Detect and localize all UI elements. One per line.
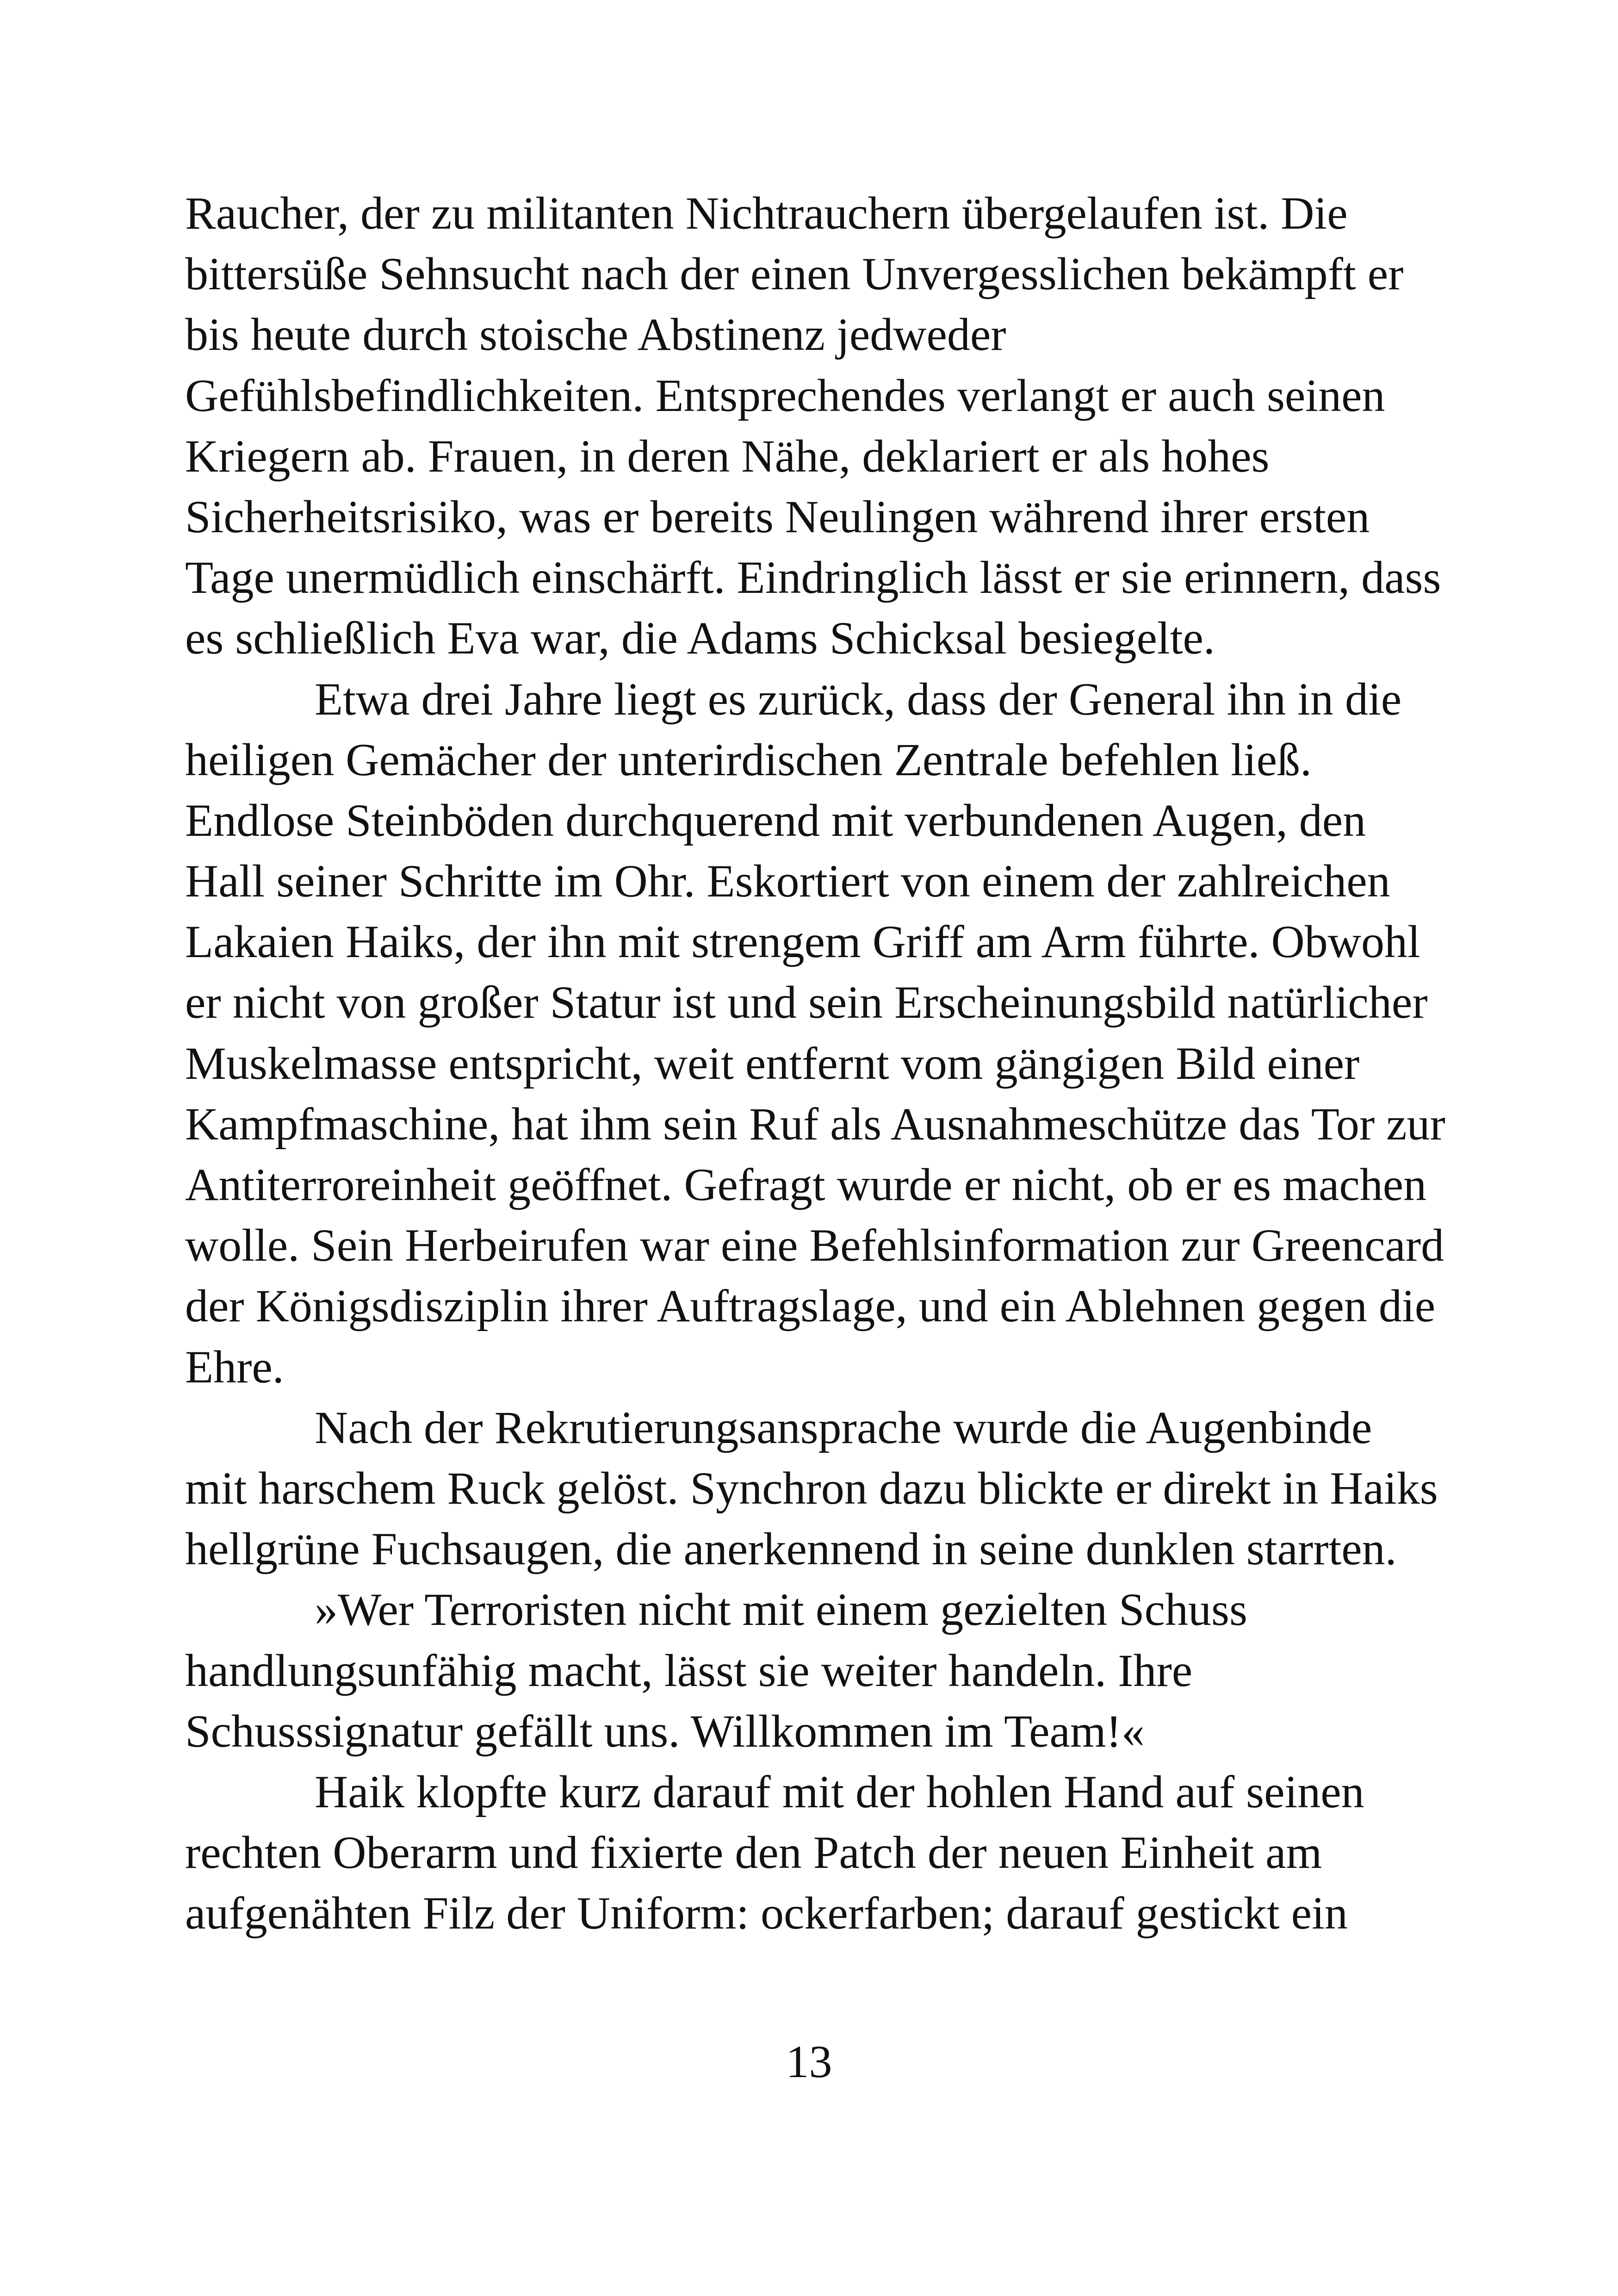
- page-number: 13: [786, 2036, 832, 2087]
- paragraph-first-line: »Wer Terroristen nicht mit einem gezielten Schuss: [315, 1584, 1247, 1636]
- text-line: Schusssignatur gefällt uns. Willkommen im Team!«: [185, 1705, 1145, 1757]
- text-line: es schließlich Eva war, die Adams Schicksal besiegelte.: [185, 612, 1215, 664]
- text-line: Kampfmaschine, hat ihm sein Ruf als Ausnahmeschütze das Tor zur: [185, 1098, 1445, 1150]
- body-text: [185, 183, 1462, 1943]
- paragraph-first-line: Haik klopfte kurz darauf mit der hohlen Hand auf seinen: [315, 1766, 1364, 1817]
- text-line: Tage unermüdlich einschärft. Eindringlich lässt er sie erinnern, dass: [185, 552, 1441, 604]
- text-line: Kriegern ab. Frauen, in deren Nähe, deklariert er als hohes: [185, 430, 1270, 482]
- text-line: Lakaien Haiks, der ihn mit strengem Griff am Arm führte. Obwohl: [185, 916, 1420, 968]
- paragraph-first-line: Etwa drei Jahre liegt es zurück, dass der General ihn in die: [315, 673, 1402, 725]
- text-line: mit harschem Ruck gelöst. Synchron dazu blickte er direkt in Haiks: [185, 1462, 1438, 1514]
- text-line: aufgenähten Filz der Uniform: ockerfarben; darauf gestickt ein: [185, 1887, 1348, 1939]
- text-line: Hall seiner Schritte im Ohr. Eskortiert von einem der zahlreichen: [185, 855, 1390, 907]
- text-line: heiligen Gemächer der unterirdischen Zentrale befehlen ließ.: [185, 734, 1312, 785]
- text-line: Raucher, der zu militanten Nichtrauchern übergelaufen ist. Die: [185, 187, 1348, 239]
- text-line: wolle. Sein Herbeirufen war eine Befehlsinformation zur Greencard: [185, 1220, 1444, 1271]
- text-line: Ehre.: [185, 1341, 284, 1393]
- text-line: rechten Oberarm und fixierte den Patch der neuen Einheit am: [185, 1827, 1322, 1879]
- text-line: der Königsdisziplin ihrer Auftragslage, und ein Ablehnen gegen die: [185, 1280, 1436, 1332]
- text-line: Antiterroreinheit geöffnet. Gefragt wurde er nicht, ob er es machen: [185, 1159, 1427, 1210]
- paragraph-first-line: Nach der Rekrutierungsansprache wurde die Augenbinde: [315, 1401, 1372, 1453]
- text-line: bis heute durch stoische Abstinenz jedweder: [185, 309, 1006, 361]
- text-line: handlungsunfähig macht, lässt sie weiter handeln. Ihre: [185, 1644, 1193, 1696]
- text-line: Muskelmasse entspricht, weit entfernt vom gängigen Bild einer: [185, 1037, 1360, 1089]
- text-line: Endlose Steinböden durchquerend mit verbundenen Augen, den: [185, 794, 1366, 846]
- text-line: er nicht von großer Statur ist und sein Erscheinungsbild natürlicher: [185, 977, 1428, 1028]
- text-line: bittersüße Sehnsucht nach der einen Unvergesslichen bekämpft er: [185, 248, 1404, 300]
- text-line: Sicherheitsrisiko, was er bereits Neulingen während ihrer ersten: [185, 491, 1370, 542]
- text-line: hellgrüne Fuchsaugen, die anerkennend in seine dunklen starrten.: [185, 1523, 1397, 1575]
- text-line: Gefühlsbefindlichkeiten. Entsprechendes verlangt er auch seinen: [185, 369, 1385, 421]
